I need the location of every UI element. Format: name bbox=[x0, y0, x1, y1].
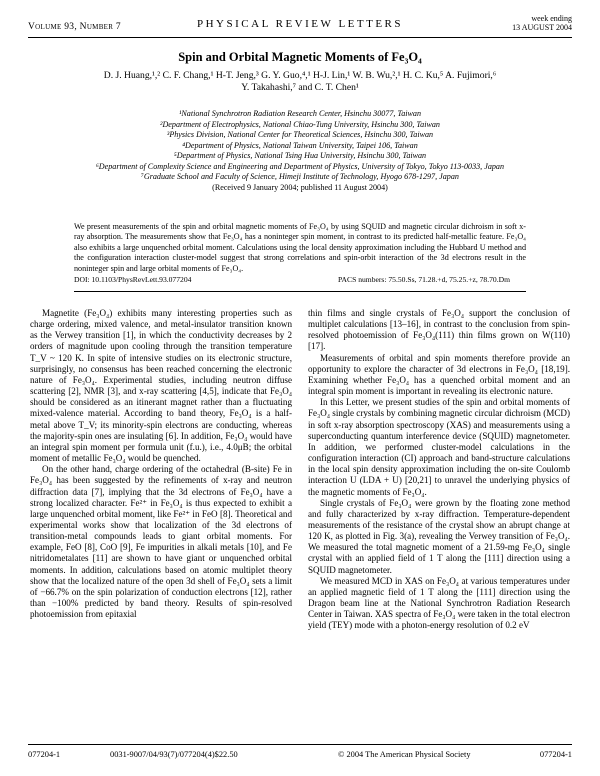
article-code: 0031-9007/04/93(7)/077204(4)$22.50 bbox=[110, 750, 238, 759]
author-list bbox=[80, 70, 520, 94]
page-footer bbox=[28, 750, 572, 762]
paragraph: We measured MCD in XAS on Fe₃O₄ at various temperatures under an applied magnetic field of 1 T along the [111] direction using the Dragon beam line at the National Synchrotron Radiation Research Center in Taiwan. XAS spectra of Fe₃O₄ were taken in the total electron yield (TEY) mode with a photon-energy resolution of 0.2 eV bbox=[308, 575, 570, 631]
doi-link[interactable]: DOI: 10.1103/PhysRevLett.93.077204 bbox=[74, 275, 192, 284]
affiliation-3: ³Physics Division, National Center for Theoretical Sciences, Hsinchu 300, Taiwan bbox=[166, 130, 434, 139]
paragraph: thin films and single crystals of Fe₃O₄ support the conclusion of multiplet calculations [13–16], in contrast to the conclusion from spin-resolved photoemission of Fe₃O₄(111) thin films grown on W(110) [17]. bbox=[308, 308, 570, 352]
right-column bbox=[308, 308, 570, 632]
affiliations bbox=[30, 109, 570, 193]
date-label: 13 AUGUST 2004 bbox=[512, 23, 572, 32]
running-header bbox=[28, 14, 572, 36]
header-rule bbox=[28, 37, 572, 38]
abstract-rule bbox=[74, 291, 526, 292]
affiliation-1: ¹National Synchrotron Radiation Research Center, Hsinchu 30077, Taiwan bbox=[178, 109, 421, 118]
page-number-left: 077204-1 bbox=[28, 750, 61, 759]
paragraph: Measurements of orbital and spin moments therefore provide an opportunity to explore the character of 3d electrons in Fe₃O₄ [18,19]. Examining whether Fe₃O₄ has a quenched orbital moment and an integral spin moment is important in revealing its electronic nature. bbox=[308, 352, 570, 397]
affiliation-7: ⁷Graduate School and Faculty of Science, Himeji Institute of Technology, Hyogo 678-1297, Japan bbox=[141, 172, 459, 181]
issue-date bbox=[512, 14, 572, 32]
article-meta bbox=[74, 275, 526, 285]
footer-rule bbox=[28, 744, 572, 745]
abstract: We present measurements of the spin and orbital magnetic moments of Fe₃O₄ by using SQUID and magnetic circular dichroism in soft x-ray absorption. The measurements show that Fe₃O₄ has a noninteger spin moment, in contrast to its predicted half-metallic feature. Fe₃O₄ also exhibits a large unquenched orbital moment. Calculations using the local density approximation including the Hubbard U method and the configuration interaction cluster-model suggest that strong correlations and spin-orbit interaction of the 3d electrons result in the noninteger spin and large orbital moments of Fe₃O₄. bbox=[74, 222, 526, 273]
authors-line-2: Y. Takahashi,⁷ and C. T. Chen¹ bbox=[241, 82, 359, 93]
affiliation-5: ⁵Department of Physics, National Tsing Hua University, Hsinchu 300, Taiwan bbox=[173, 151, 427, 160]
paragraph: Magnetite (Fe₃O₄) exhibits many interesting properties such as charge ordering, mixed valence, and metal-insulator transition known as the Verwey transition [1], in which the conductivity decreases by 2 orders of magnitude upon cooling through the transition temperature T_V ~ 120 K. In spite of intensive studies on its electronic structure, surprisingly, no consensus has been reached concerning the electronic nature of Fe₃O₄. Experimental studies, including neutron diffuse scattering [2], NMR [3], and x-ray scattering [4,5], indicate that Fe₃O₄ should be considered as an itinerant magnet rather than a fluctuating mixed-valence material. According to band theory, Fe₃O₄ is a half-metal above T_V; its minority-spin electrons are conducting, whereas the majority-spin ones are insulating [6]. In addition, Fe₃O₄ would have an integral spin moment per formula unit (f.u.), i.e., 4.0μB; the orbital moment of metallic Fe₃O₄ would be quenched. bbox=[30, 308, 292, 464]
affiliation-4: ⁴Department of Physics, National Taiwan University, Taipei 106, Taiwan bbox=[182, 140, 418, 150]
copyright: © 2004 The American Physical Society bbox=[338, 750, 471, 759]
paper-title: Spin and Orbital Magnetic Moments of Fe₃O₄ bbox=[178, 50, 422, 64]
week-ending-label: week ending bbox=[531, 14, 572, 23]
received-date: (Received 9 January 2004; published 11 August 2004) bbox=[212, 182, 388, 192]
paragraph: Single crystals of Fe₃O₄ were grown by the floating zone method and fully characterized by x-ray diffraction. Temperature-dependent measurements of the resistance of the crystal show an abrupt change at 120 K, as plotted in Fig. 3(a), revealing the Verwey transition of Fe₃O₄. We measured the total magnetic moment of a 21.59-mg Fe₃O₄ single crystal with an applied field of 1 T along the [111] direction using a SQUID magnetometer. bbox=[308, 497, 570, 575]
affiliation-6: ⁶Department of Complexity Science and Engineering and Department of Physics, University of Tokyo, Tokyo 113-0033, Japan bbox=[95, 161, 505, 171]
pacs-numbers: PACS numbers: 75.50.Ss, 71.28.+d, 75.25.+z, 78.70.Dm bbox=[338, 275, 510, 284]
authors-line-1: D. J. Huang,¹,² C. F. Chang,¹ H-T. Jeng,³ G. Y. Guo,⁴,¹ H-J. Lin,¹ W. B. Wu,²,¹ H. C. Ku,⁵ A. Fujimori,⁶ bbox=[103, 70, 497, 81]
page-number-right: 077204-1 bbox=[539, 750, 572, 759]
left-column bbox=[30, 308, 292, 620]
volume-number: Volume 93, Number 7 bbox=[28, 22, 121, 32]
paragraph: In this Letter, we present studies of the spin and orbital moments of Fe₃O₄ single crystals by combining magnetic circular dichroism (MCD) in soft x-ray absorption spectroscopy (XAS) and measurements using a superconducting quantum interference device (SQUID) magnetometer. In addition, we performed cluster-model calculations in the configuration interaction (CI) approach and band-structure calculations in the local spin density approximation including the on-site Coulomb interaction U (LDA + U) [20,21] to unravel the underlying physics of the magnetic moments of Fe₃O₄. bbox=[308, 397, 570, 497]
journal-name: PHYSICAL REVIEW LETTERS bbox=[197, 18, 403, 30]
affiliation-2: ²Department of Electrophysics, National Chiao-Tung University, Hsinchu 300, Taiwan bbox=[160, 119, 440, 129]
paragraph: On the other hand, charge ordering of the octahedral (B-site) Fe in Fe₃O₄ has been suggested by the refinements of x-ray and neutron diffraction data [7], implying that the 3d electrons of Fe₃O₄ have a strong localized character. Fe²⁺ in Fe₃O₄ is thus expected to exhibit a large unquenched orbital moment, like Fe²⁺ in FeO [8]. Theoretical and experimental works show that localization of the 3d electrons of transition-metal compounds leads to giant orbital moments. For example, FeO [8], CoO [9], Fe impurities in alkali metals [10], and Fe nitridometalates [11] are shown to have giant or unquenched orbital moments. In addition, calculations based on atomic multiplet theory show that the localized nature of the open 3d shell of Fe₃O₄ sets a limit of −66.7% on the spin polarization of conduction electrons [12], rather than −100% predicted by band theory. Results of spin-resolved photoemission from epitaxial bbox=[30, 464, 292, 620]
